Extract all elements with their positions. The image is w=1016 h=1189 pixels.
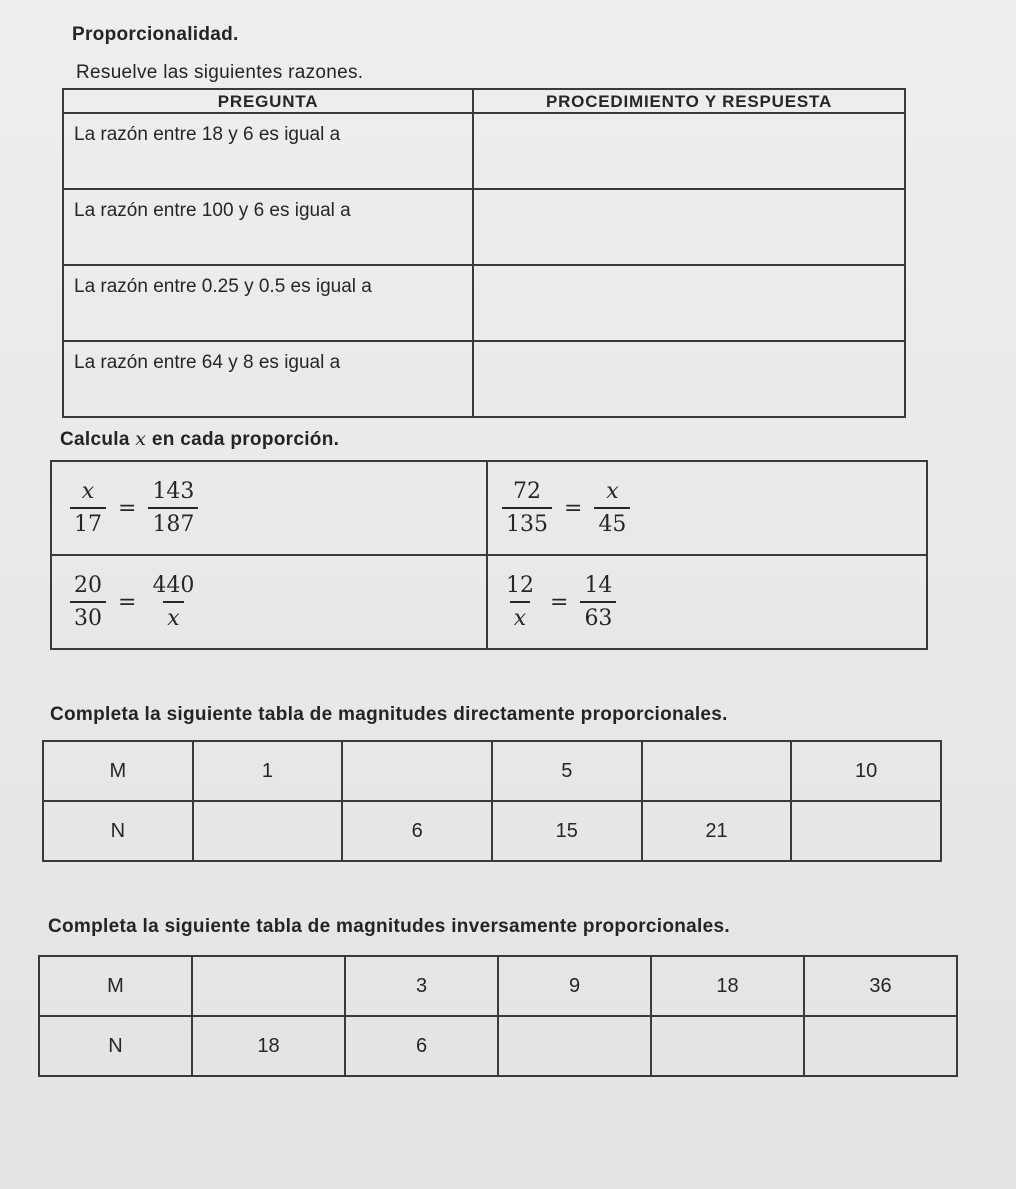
ratios-header-row [63,89,905,113]
row-label-m: M [43,741,193,801]
table-cell[interactable]: 6 [345,1016,498,1076]
ratio-answer-cell[interactable] [473,113,905,189]
table-cell[interactable]: 6 [342,801,492,861]
inverse-proportion-table [38,955,958,1077]
table-row [43,741,941,801]
table-cell[interactable] [498,1016,651,1076]
page-title: Proporcionalidad. [72,24,239,45]
table-cell[interactable]: 15 [492,801,642,861]
table-row [63,265,905,341]
proportion-cell[interactable] [51,555,487,649]
direct-proportion-table [42,740,942,862]
table-row [51,555,927,649]
table-cell[interactable]: 3 [345,956,498,1016]
row-label-n: N [43,801,193,861]
proportion-cell[interactable] [487,461,927,555]
proportions-table [50,460,928,650]
table-cell[interactable]: 1 [193,741,343,801]
row-label-m: M [39,956,192,1016]
ratio-answer-cell[interactable] [473,189,905,265]
ratio-question: La razón entre 64 y 8 es igual a [63,341,473,417]
table-row [63,113,905,189]
table-row [43,801,941,861]
section4-instruction: Completa la siguiente tabla de magnitudes inversamente proporcionales. [48,916,730,937]
table-row [39,956,957,1016]
table-cell[interactable]: 18 [192,1016,345,1076]
table-cell[interactable]: 9 [498,956,651,1016]
row-label-n: N [39,1016,192,1076]
proportion-cell[interactable] [487,555,927,649]
table-row [63,189,905,265]
table-cell[interactable] [642,741,792,801]
proportion-equation: $\frac{x}{17}$ = $\frac{143}{187}$ [68,479,200,537]
table-cell[interactable]: 18 [651,956,804,1016]
table-cell[interactable] [804,1016,957,1076]
header-pregunta: PREGUNTA [63,89,473,113]
section2-instruction: Calcula x en cada proporción. [60,428,340,450]
ratio-answer-cell[interactable] [473,265,905,341]
section1-instruction: Resuelve las siguientes razones. [76,62,364,83]
table-cell[interactable]: 5 [492,741,642,801]
variable-x: x [135,428,147,450]
header-procedimiento: PROCEDIMIENTO Y RESPUESTA [473,89,905,113]
ratio-question: La razón entre 18 y 6 es igual a [63,113,473,189]
table-row [63,341,905,417]
table-cell[interactable] [651,1016,804,1076]
table-cell[interactable] [192,956,345,1016]
table-cell[interactable] [193,801,343,861]
table-cell[interactable]: 21 [642,801,792,861]
proportion-equation: $\frac{20}{30}$ = $\frac{440}{x}$ [68,573,200,631]
ratio-answer-cell[interactable] [473,341,905,417]
table-row [51,461,927,555]
section3-instruction: Completa la siguiente tabla de magnitudes directamente proporcionales. [50,704,728,725]
table-cell[interactable] [791,801,941,861]
table-cell[interactable] [342,741,492,801]
proportion-cell[interactable] [51,461,487,555]
proportion-equation: $\frac{72}{135}$ = $\frac{x}{45}$ [500,479,632,537]
table-cell[interactable]: 36 [804,956,957,1016]
table-row [39,1016,957,1076]
ratio-question: La razón entre 100 y 6 es igual a [63,189,473,265]
ratios-table [62,88,906,418]
proportion-equation: $\frac{12}{x}$ = $\frac{14}{63}$ [500,573,618,631]
table-cell[interactable]: 10 [791,741,941,801]
ratio-question: La razón entre 0.25 y 0.5 es igual a [63,265,473,341]
